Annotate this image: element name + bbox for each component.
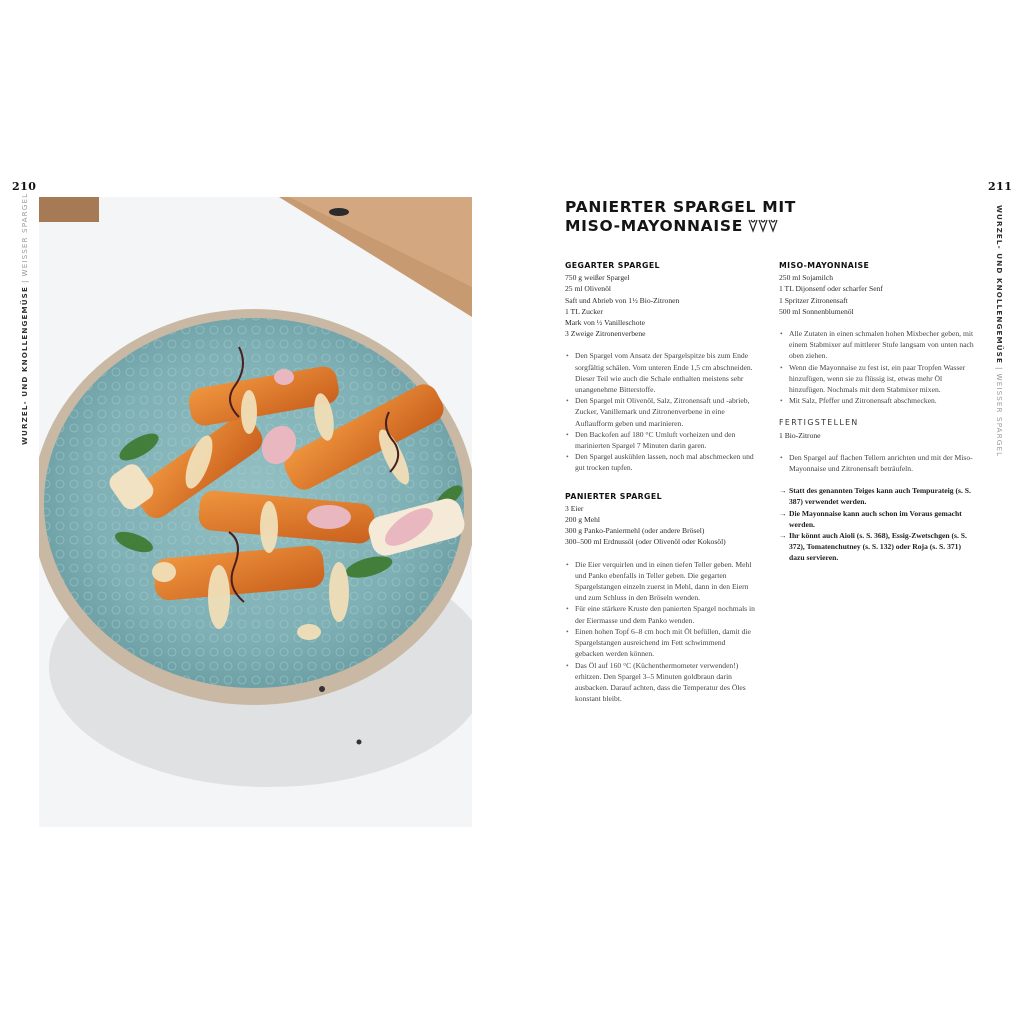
vegetarian-icon [747,218,779,238]
ingredient: Mark von ½ Vanilleschote [565,318,646,328]
radish-slice [274,369,294,385]
gegarter-spargel-ingredients [565,272,755,339]
ingredient: 500 ml Sonnenblumenöl [779,306,854,316]
tip: → Die Mayonnaise kann auch schon im Voraus gemacht werden. [779,508,974,530]
recipe-tips [779,485,974,563]
step: • Den Backofen auf 180 °C Umluft vorheizen und den marinierten Spargel 7 Minuten darin garen. [565,429,755,451]
running-head-separator: | [20,279,29,284]
ingredient: 300 g Panko-Paniermehl (oder andere Brösel) [565,526,705,536]
panierter-spargel-ingredients [565,503,755,548]
running-head-separator: | [995,366,1004,371]
gegarter-spargel-heading: GEGARTER SPARGEL [565,261,660,270]
step: • Für eine stärkere Kruste den panierten Spargel nochmals in der Eiermasse und dem Panko wenden. [565,603,755,625]
ingredient: 1 Bio-Zitrone [779,430,821,440]
recipe-title-line2: MISO-MAYONNAISE [565,217,743,235]
recipe-title-line1: PANIERTER SPARGEL MIT [565,198,797,216]
recipe-title [565,198,865,238]
tip: → Statt des genannten Teiges kann auch Tempurateig (s. S. 387) verwendet werden. [779,485,974,507]
panierter-spargel-steps [565,559,755,705]
running-head-section: WURZEL- UND KNOLLENGEMÜSE [20,286,29,445]
running-head-right [995,205,1004,457]
step: • Den Spargel vom Ansatz der Spargelspitze bis zum Ende sorgfältig schälen. Vom unteren Ende 1,5 cm abschneiden. Dieser Teil wie auch die Schale enthalten meistens sehr unangenehme Bitterstoffe. [565,350,755,395]
ingredient: 1 Spritzer Zitronensaft [779,295,848,305]
step: • Den Spargel mit Olivenöl, Salz, Zitronensaft und -abrieb, Zucker, Vanillemark und Zitronenverbene in eine Auflaufform geben und marinieren. [565,395,755,429]
step: • Wenn die Mayonnaise zu fest ist, ein paar Tropfen Wasser hinzufügen, wenn sie zu flüssig ist, etwas mehr Öl hinzufügen. Nochmals mit dem Stabmixer mixen. [779,362,974,396]
page-number-right: 211 [988,180,1013,193]
running-head-subsection: WEISSER SPARGEL [995,373,1004,458]
ingredient: Saft und Abrieb von 1½ Bio-Zitronen [565,295,680,305]
fertigstellen-steps [779,452,974,474]
ingredient: 1 TL Zucker [565,306,603,316]
recipe-column-left [565,260,755,704]
step: • Alle Zutaten in einen schmalen hohen Mixbecher geben, mit einem Stabmixer auf mittlerer Stufe langsam von unten nach oben ziehen. [779,328,974,362]
page-number-left: 210 [12,180,37,193]
miso-mayonnaise-ingredients [779,272,974,317]
ingredient: 250 ml Sojamilch [779,273,833,283]
ingredient: 25 ml Olivenöl [565,284,611,294]
fertigstellen-heading: FERTIGSTELLEN [779,418,859,428]
step: • Mit Salz, Pfeffer und Zitronensaft abschmecken. [779,395,974,406]
dish-illustration [39,197,472,827]
tip: → Ihr könnt auch Aioli (s. S. 368), Essig-Zwetschgen (s. S. 372), Tomatenchutney (s. S. 132) oder Roja (s. S. 371) dazu servieren. [779,530,974,564]
ingredient: 750 g weißer Spargel [565,273,630,283]
step: • Die Eier verquirlen und in einen tiefen Teller geben. Mehl und Panko ebenfalls in Teller geben. Die gegarten Spargelstangen einzeln zuerst in Mehl, dann in den Eiern und zum Schluss in den Bröseln wenden. [565,559,755,604]
miso-mayonnaise-steps [779,328,974,406]
running-head-section: WURZEL- UND KNOLLENGEMÜSE [995,205,1004,364]
step: • Einen hohen Topf 6–8 cm hoch mit Öl befüllen, damit die Spargelstangen ausreichend im Fett schwimmend gebacken werden können. [565,626,755,660]
radish-slice [307,505,351,529]
fertigstellen-ingredients [779,430,974,441]
ingredient: 300–500 ml Erdnussöl (oder Olivenöl oder Kokosöl) [565,537,726,547]
running-head-left [20,193,29,445]
gegarter-spargel-steps [565,350,755,473]
panierter-spargel-heading: PANIERTER SPARGEL [565,491,662,501]
miso-mayonnaise-heading: MISO-MAYONNAISE [779,261,870,270]
ingredient: 3 Zweige Zitronenverbene [565,329,646,339]
ingredient: 200 g Mehl [565,515,601,525]
running-head-subsection: WEISSER SPARGEL [20,192,29,277]
ingredient: 1 TL Dijonsenf oder scharfer Senf [779,284,883,294]
dish-photo [39,197,472,827]
step: • Das Öl auf 160 °C (Küchenthermometer verwenden!) erhitzen. Den Spargel 3–5 Minuten goldbraun darin ausbacken. Darauf achten, dass die Temperatur des Öles konstant bleibt. [565,660,755,705]
recipe-column-right [779,260,974,564]
ingredient: 3 Eier [565,503,584,513]
step: • Den Spargel auf flachen Tellern anrichten und mit der Miso-Mayonnaise und Zitronensaft beträufeln. [779,452,974,474]
step: • Den Spargel auskühlen lassen, noch mal abschmecken und gut trocken tupfen. [565,451,755,473]
